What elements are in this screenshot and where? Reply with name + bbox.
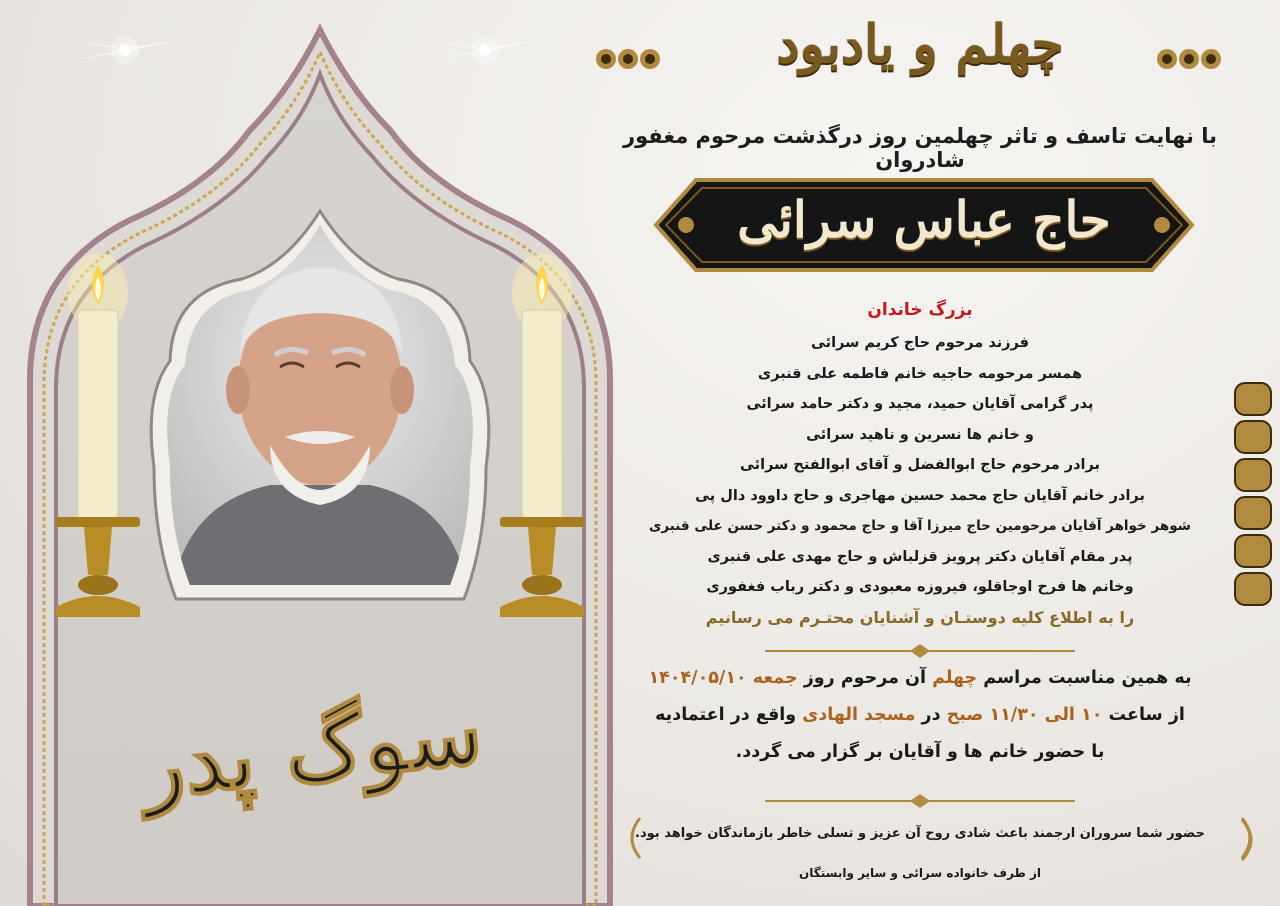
ornament-tiles-icon — [1232, 380, 1274, 610]
event-date: جمعه ۱۴۰۴/۰۵/۱۰ — [648, 668, 798, 688]
calligraphy-soug-pedar — [136, 650, 488, 860]
headline: چهلم و یادبود — [776, 14, 1064, 75]
ceremony-details — [620, 660, 1220, 771]
event-place: مسجد الهادی — [802, 705, 916, 725]
corner-ornament-icon — [1238, 820, 1262, 860]
event-time: ۱۰ الی ۱۱/۳۰ صبح — [946, 705, 1103, 725]
family-line: همسر مرحومه حاجیه خانم فاطمه علی قنبری — [757, 365, 1083, 382]
ceremony-line-1: به همین مناسبت مراسم چهلم آن مرحوم روز جمعه ۱۴۰۴/۰۵/۱۰ — [648, 668, 1192, 688]
event-name: چهلم — [932, 668, 978, 688]
family-line: وخانم ها فرح اوجاقلو، فیروزه معبودی و دکتر رباب فغفوری — [706, 579, 1134, 595]
role-label: بزرگ خاندان — [867, 300, 973, 320]
family-line: فرزند مرحوم حاج کریم سرائی — [810, 335, 1030, 351]
deceased-name: حاج عباس سرائی — [737, 190, 1111, 249]
svg-text:سوگ پدر: سوگ پدر — [136, 679, 488, 819]
signoff: از طرف خانواده سرائی و سایر وابستگان — [798, 866, 1041, 880]
candle-right-icon — [492, 255, 592, 625]
family-line: برادر خانم آقایان حاج محمد حسین مهاجری و حاج داوود دال پی — [695, 487, 1145, 504]
corner-ornament-icon — [622, 818, 642, 858]
family-line: پدر مقام آقایان دکتر پرویز قزلباش و حاج مهدی علی قنبری — [707, 548, 1133, 565]
family-line: و خانم ها نسرین و ناهید سرائی — [806, 426, 1034, 443]
intro-line: با نهایت تاسف و تاثر چهلمین روز درگذشت مرحوم مغفور شادروان — [623, 124, 1217, 172]
family-list — [620, 328, 1220, 603]
divider-ornament — [765, 792, 1075, 810]
text-column — [620, 0, 1220, 906]
portrait-photo — [150, 205, 490, 605]
ceremony-line-3: با حضور خانم ها و آقایان بر گزار می گردد. — [735, 742, 1105, 762]
closing-note: حضور شما سروران ارجمند باعث شادی روح آن عزیز و تسلی خاطر بازماندگان خواهد بود. — [635, 826, 1205, 841]
family-line: برادر مرحوم حاج ابوالفضل و آقای ابوالفتح سرائی — [740, 457, 1100, 473]
family-line: پدر گرامی آقایان حمید، مجید و دکتر حامد سرائی — [746, 396, 1094, 412]
family-line: شوهر خواهر آقایان مرحومین حاج میرزا آقا و حاج محمود و دکتر حسن علی قنبری — [649, 518, 1191, 534]
ceremony-line-2: از ساعت ۱۰ الی ۱۱/۳۰ صبح در مسجد الهادی واقع در اعتمادیه — [655, 705, 1185, 725]
divider-ornament — [765, 642, 1075, 660]
candle-left-icon — [48, 255, 148, 625]
inform-line: را به اطلاع کلیه دوستـان و آشنایان محتـرم می رسانیم — [705, 608, 1135, 627]
